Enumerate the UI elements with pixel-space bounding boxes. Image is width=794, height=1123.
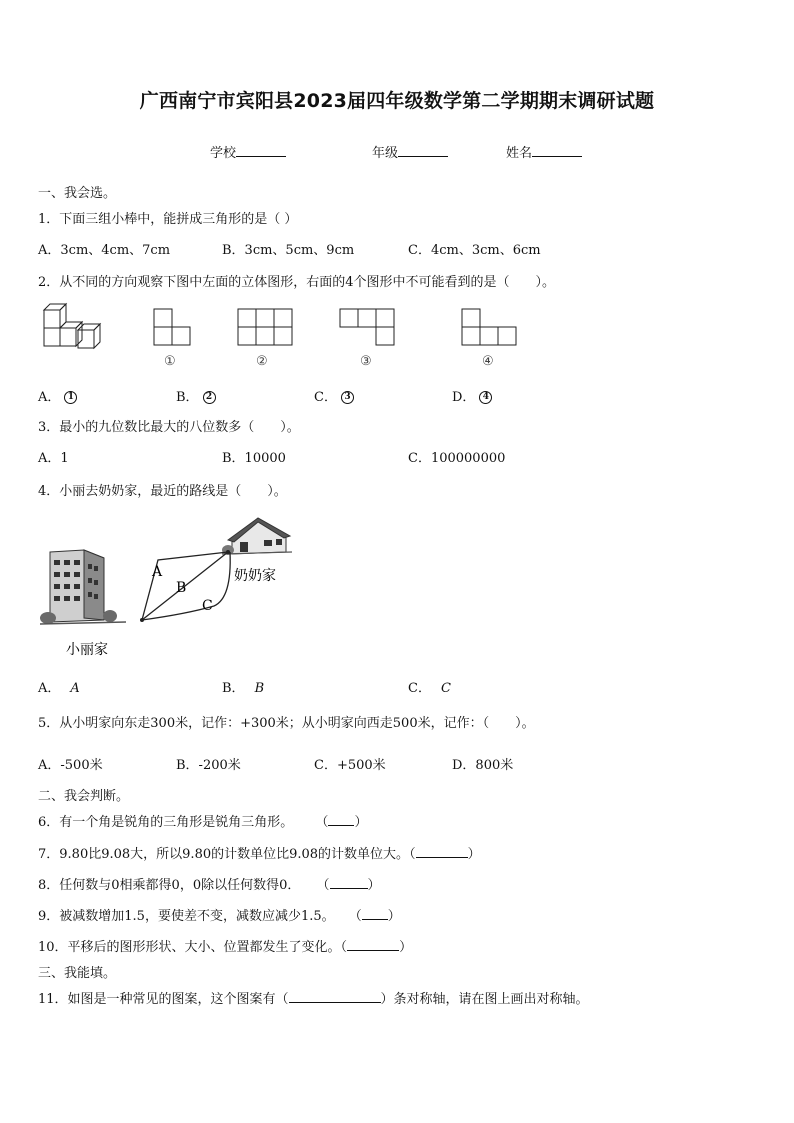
q2-option-b-prefix: B． (176, 390, 199, 405)
route-b-label: B (176, 580, 187, 596)
school-label: 学校 (210, 146, 237, 161)
xiaoli-house-label: 小丽家 (66, 642, 108, 658)
q8-row (38, 874, 381, 893)
route-c-label: C (202, 598, 213, 614)
name-field[interactable] (506, 142, 582, 161)
q9-row (38, 905, 401, 924)
section-2-heading: 二、我会判断。 (38, 789, 130, 804)
q2-option-c-prefix: C． (314, 390, 337, 405)
q5-option-b[interactable]: B．-200米 (176, 758, 241, 773)
q2-option-b[interactable] (176, 386, 216, 405)
q8-text: 8．任何数与0相乘都得0，0除以任何数得0． (38, 878, 301, 893)
grade-field[interactable] (372, 142, 448, 161)
q11-answer-blank[interactable] (289, 990, 381, 1003)
q8-paren-close: ） (367, 878, 381, 893)
q2-option-a-prefix: A． (38, 390, 61, 405)
q5-option-d[interactable]: D．800米 (452, 758, 514, 773)
name-blank[interactable] (532, 144, 582, 157)
q2-option-d[interactable] (452, 386, 492, 405)
q2-option-c[interactable] (314, 386, 354, 405)
q11-text-post: ）条对称轴，请在图上画出对称轴。 (380, 992, 589, 1007)
q6-paren-open: （ (315, 815, 329, 830)
q7-text: 7．9.80比9.08大，所以9.80的计数单位比9.08的计数单位大。 (38, 847, 410, 862)
q2-option-d-prefix: D． (452, 390, 476, 405)
route-diagram (36, 512, 296, 662)
q1-option-a[interactable]: A．3cm、4cm、7cm (38, 243, 171, 258)
q8-paren-open: （ (316, 878, 330, 893)
school-field[interactable] (210, 142, 286, 161)
q4-option-b[interactable] (222, 677, 264, 696)
view-4-figure (460, 307, 518, 347)
view-2-label: ② (256, 354, 268, 369)
q2-option-b-mark: 2 (203, 391, 216, 404)
q4-option-a-value: A (70, 681, 80, 696)
q8-answer-blank[interactable] (330, 876, 368, 889)
q4-option-c-prefix: C． (408, 681, 431, 696)
q4-option-c-value: C (440, 681, 451, 696)
q3-option-b[interactable]: B．10000 (222, 451, 286, 466)
q5-text: 5．从小明家向东走300米，记作：+300米；从小明家向西走500米，记作：（ ）。 (38, 716, 535, 731)
page-title: 广西南宁市宾阳县2023届四年级数学第二学期期末调研试题 (139, 90, 655, 112)
q4-option-a[interactable] (38, 677, 80, 696)
q1-text: 1．下面三组小棒中，能拼成三角形的是（ ） (38, 212, 298, 227)
view-2-figure (236, 307, 294, 347)
school-blank[interactable] (236, 144, 286, 157)
view-3-figure (338, 307, 396, 347)
q3-option-a[interactable]: A．1 (38, 451, 69, 466)
q7-answer-blank[interactable] (416, 845, 468, 858)
q5-option-a[interactable]: A．-500米 (38, 758, 103, 773)
q9-paren-close: ） (387, 909, 401, 924)
q7-paren-close: ） (467, 847, 481, 862)
q6-row (38, 811, 367, 830)
name-label: 姓名 (506, 146, 533, 161)
q6-text: 6．有一个角是锐角的三角形是锐角三角形。 (38, 815, 294, 830)
q1-option-b[interactable]: B．3cm、5cm、9cm (222, 243, 355, 258)
q4-option-b-prefix: B． (222, 681, 245, 696)
q6-paren-close: ） (354, 815, 368, 830)
q2-option-d-mark: 4 (479, 391, 492, 404)
q3-option-c[interactable]: C．100000000 (408, 451, 506, 466)
q4-option-a-prefix: A． (38, 681, 61, 696)
q10-paren-open: （ (340, 940, 348, 955)
q1-option-c[interactable]: C．4cm、3cm、6cm (408, 243, 541, 258)
apartment-building-icon (40, 550, 126, 624)
view-1-figure (152, 307, 192, 347)
q10-text: 10．平移后的图形形状、大小、位置都发生了变化。 (38, 940, 341, 955)
q2-text: 2．从不同的方向观察下图中左面的立体图形，右面的4个图形中不可能看到的是（ ）。 (38, 275, 556, 290)
q9-answer-blank[interactable] (362, 907, 388, 920)
section-3-heading: 三、我能填。 (38, 966, 117, 981)
q4-option-b-value: B (254, 681, 265, 696)
house-icon (222, 518, 292, 555)
q4-option-c[interactable] (408, 677, 451, 696)
q10-row (38, 936, 412, 955)
grade-blank[interactable] (398, 144, 448, 157)
q10-answer-blank[interactable] (347, 938, 399, 951)
view-4-label: ④ (482, 354, 494, 369)
view-1-label: ① (164, 354, 176, 369)
section-1-heading: 一、我会选。 (38, 186, 117, 201)
q2-option-a[interactable] (38, 386, 77, 405)
q3-text: 3．最小的九位数比最大的八位数多（ ）。 (38, 420, 300, 435)
q5-option-c[interactable]: C．+500米 (314, 758, 386, 773)
route-a-label: A (152, 564, 163, 580)
q6-answer-blank[interactable] (328, 813, 354, 826)
grade-label: 年级 (372, 146, 399, 161)
q7-row (38, 843, 481, 862)
q2-option-a-mark: 1 (64, 391, 77, 404)
q4-text: 4．小丽去奶奶家，最近的路线是（ ）。 (38, 484, 287, 499)
grandma-house-label: 奶奶家 (234, 568, 276, 584)
q9-paren-open: （ (348, 909, 362, 924)
q7-paren-open: （ (409, 847, 416, 862)
cube-solid-figure (40, 300, 110, 352)
q11-text-pre: 11．如图是一种常见的图案，这个图案有（ (38, 992, 289, 1007)
q9-text: 9．被减数增加1.5，要使差不变，减数应减少1.5。 (38, 909, 335, 924)
q11-row (38, 988, 589, 1007)
q2-option-c-mark: 3 (341, 391, 354, 404)
q10-paren-close: ） (399, 940, 413, 955)
view-3-label: ③ (360, 354, 372, 369)
